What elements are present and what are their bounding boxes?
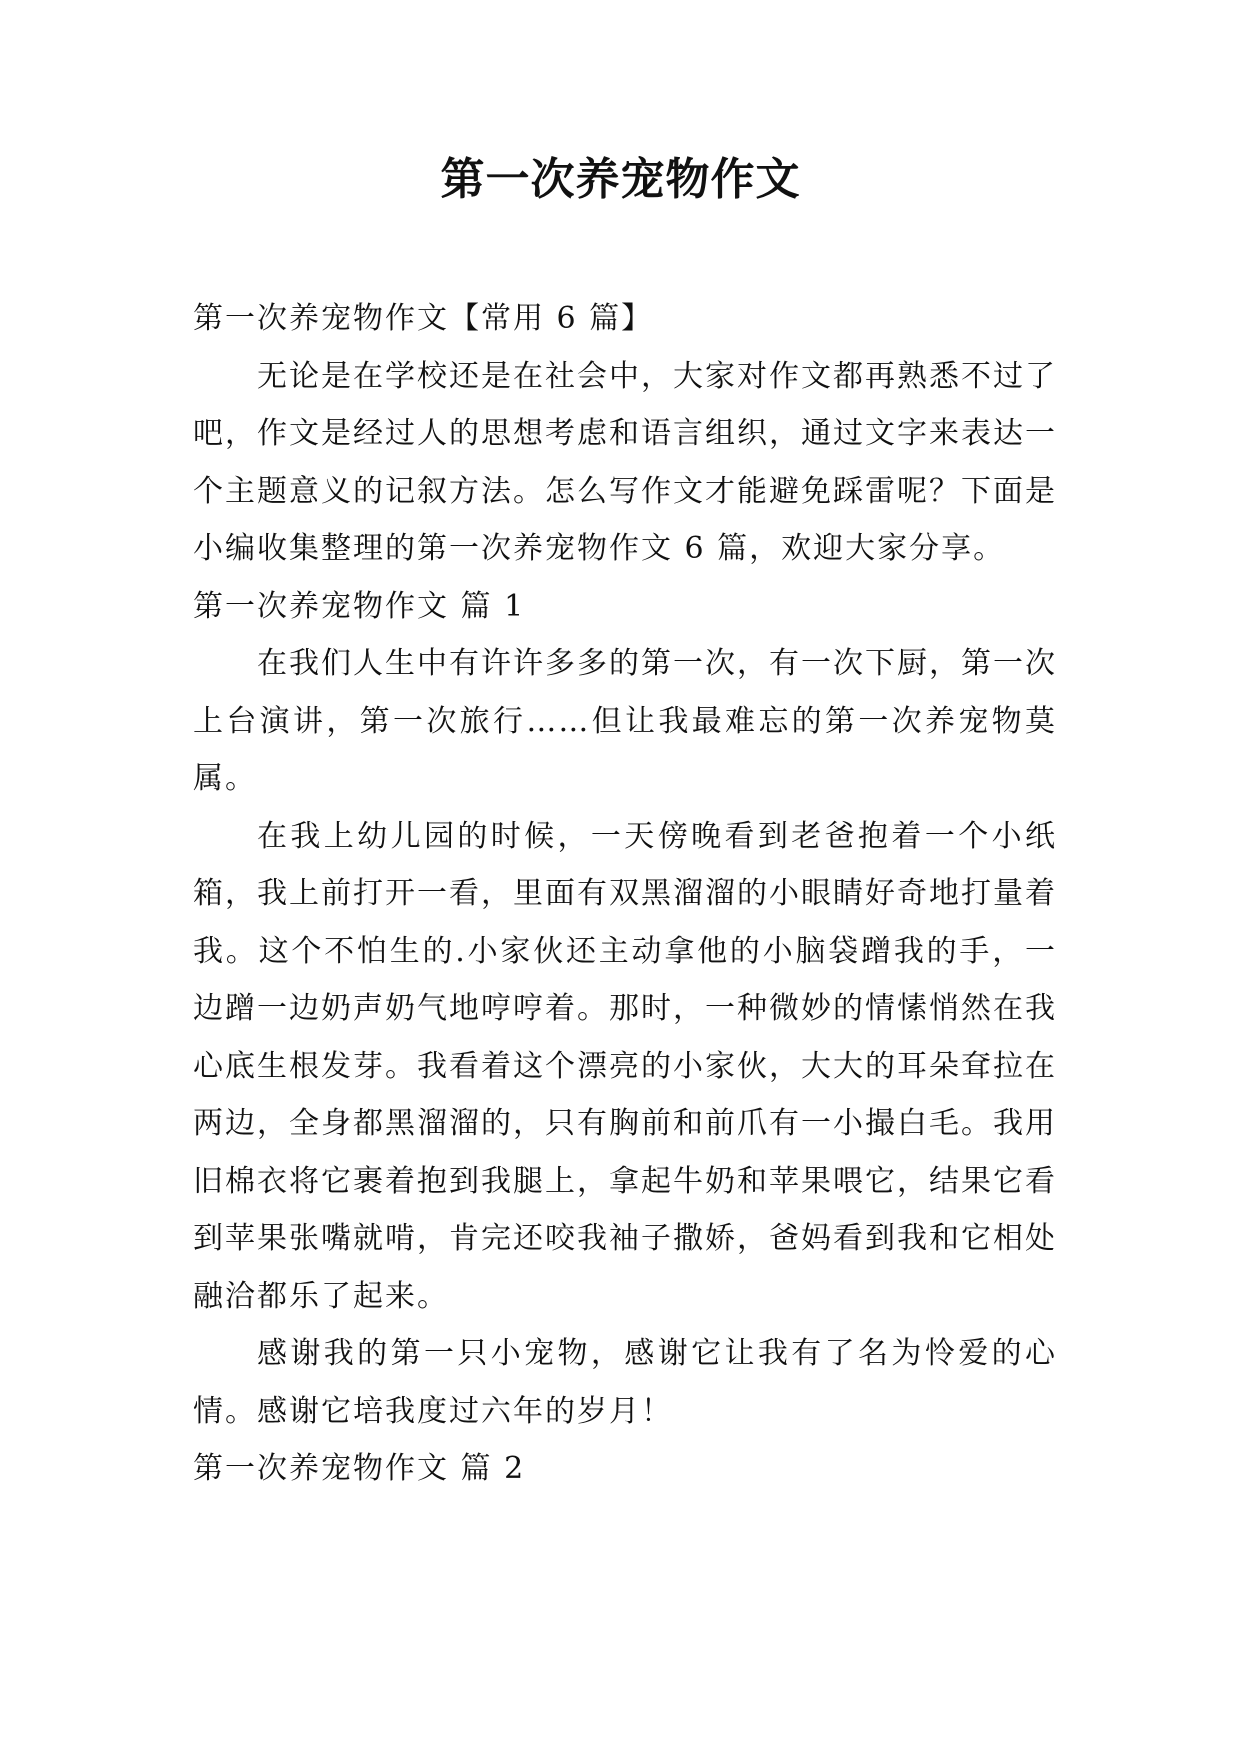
section-1-paragraph-1: 在我们人生中有许许多多的第一次，有一次下厨，第一次上台演讲，第一次旅行……但让我最难忘的第一次养宠物莫属。 [193,646,1057,796]
document-subtitle: 第一次养宠物作文【常用 6 篇】 [193,301,654,336]
section-1-paragraph-3: 感谢我的第一只小宠物，感谢它让我有了名为怜爱的心情。感谢它培我度过六年的岁月！ [193,1336,1057,1429]
section-heading-2: 第一次养宠物作文 篇 2 [193,1451,526,1486]
document-title: 第一次养宠物作文 [440,154,801,205]
intro-paragraph: 无论是在学校还是在社会中，大家对作文都再熟悉不过了吧，作文是经过人的思想考虑和语言组织，通过文字来表达一个主题意义的记叙方法。怎么写作文才能避免踩雷呢？下面是小编收集整理的第一次养宠物作文 6 篇，欢迎大家分享。 [193,358,1057,566]
document-body [193,290,1057,1498]
section-heading-1: 第一次养宠物作文 篇 1 [193,588,526,624]
section-1-paragraph-2: 在我上幼儿园的时候，一天傍晚看到老爸抱着一个小纸箱，我上前打开一看，里面有双黑溜溜的小眼睛好奇地打量着我。这个不怕生的.小家伙还主动拿他的小脑袋蹭我的手，一边蹭一边奶声奶气地哼哼着。那时，一种微妙的情愫悄然在我心底生根发芽。我看着这个漂亮的小家伙，大大的耳朵耷拉在两边，全身都黑溜溜的，只有胸前和前爪有一小撮白毛。我用旧棉衣将它裹着抱到我腿上，拿起牛奶和苹果喂它，结果它看到苹果张嘴就啃，肯完还咬我袖子撒娇，爸妈看到我和它相处融洽都乐了起来。 [193,818,1057,1314]
